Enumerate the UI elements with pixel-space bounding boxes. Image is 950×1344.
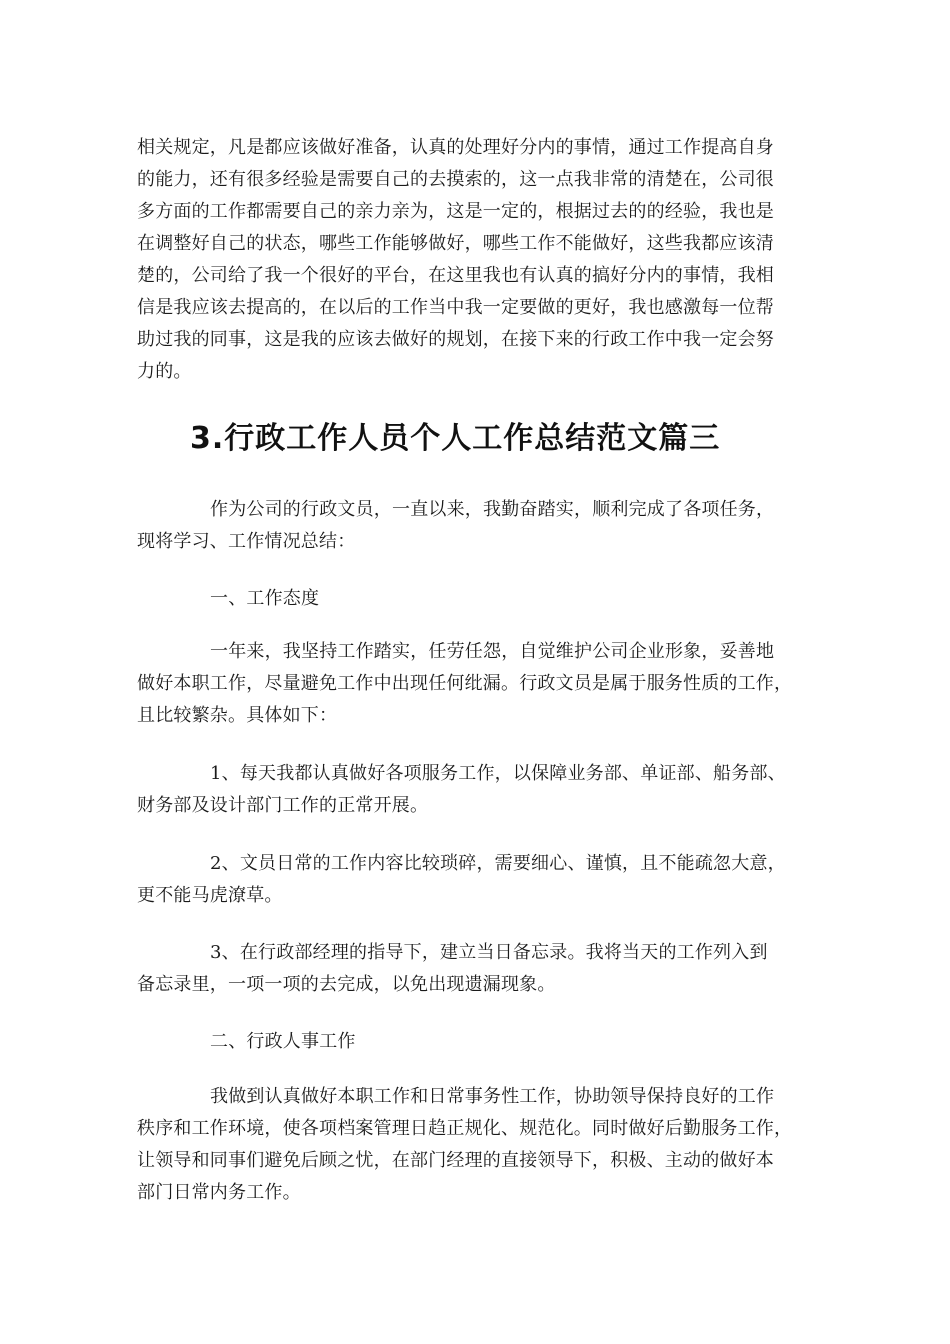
list-item-1 [137,758,817,822]
intro-paragraph [137,132,817,388]
text-line: 做好本职工作，尽量避免工作中出现任何纰漏。行政文员是属于服务性质的工作， [137,673,793,694]
text-line: 且比较繁杂。具体如下： [137,705,338,726]
list-item-3 [137,937,817,1001]
text-line: 我做到认真做好本职工作和日常事务性工作，协助领导保持良好的工作 [210,1086,775,1107]
text-line: 力的。 [137,361,192,382]
text-line: 更不能马虎潦草。 [137,885,283,906]
subheading-text: 二、行政人事工作 [210,1031,356,1052]
text-line: 在调整好自己的状态，哪些工作能够做好，哪些工作不能做好，这些我都应该清 [137,233,774,254]
text-line: 财务部及设计部门工作的正常开展。 [137,795,429,816]
text-line: 信是我应该去提高的，在以后的工作当中我一定要做的更好，我也感激每一位帮 [137,297,774,318]
text-line: 2、文员日常的工作内容比较琐碎，需要细心、谨慎，且不能疏忽大意， [210,853,786,874]
subheading-hr-work [137,1026,817,1058]
section-heading: 3.行政工作人员个人工作总结范文篇三 [190,421,721,456]
text-line: 让领导和同事们避免后顾之忧，在部门经理的直接领导下，积极、主动的做好本 [137,1150,774,1171]
text-line: 的能力，还有很多经验是需要自己的去摸索的，这一点我非常的清楚在，公司很 [137,169,774,190]
hr-paragraph [137,1081,817,1209]
text-line: 作为公司的行政文员，一直以来，我勤奋踏实，顺利完成了各项任务， [210,499,775,520]
subheading-work-attitude [137,583,817,615]
text-line: 助过我的同事，这是我的应该去做好的规划，在接下来的行政工作中我一定会努 [137,329,774,350]
text-line: 部门日常内务工作。 [137,1182,301,1203]
opening-paragraph [137,494,817,558]
text-line: 一年来，我坚持工作踏实，任劳任怨，自觉维护公司企业形象，妥善地 [210,641,775,662]
text-line: 楚的，公司给了我一个很好的平台，在这里我也有认真的搞好分内的事情，我相 [137,265,774,286]
text-line: 1、每天我都认真做好各项服务工作，以保障业务部、单证部、船务部、 [210,763,786,784]
text-line: 现将学习、工作情况总结： [137,531,356,552]
text-line: 相关规定，凡是都应该做好准备，认真的处理好分内的事情，通过工作提高自身 [137,137,774,158]
text-line: 备忘录里，一项一项的去完成，以免出现遗漏现象。 [137,974,556,995]
text-line: 3、在行政部经理的指导下，建立当日备忘录。我将当天的工作列入到 [210,942,768,963]
attitude-paragraph [137,636,817,732]
text-line: 多方面的工作都需要自己的亲力亲为，这是一定的，根据过去的的经验，我也是 [137,201,774,222]
text-line: 秩序和工作环境，使各项档案管理日趋正规化、规范化。同时做好后勤服务工作， [137,1118,793,1139]
list-item-2 [137,848,817,912]
subheading-text: 一、工作态度 [210,588,320,609]
